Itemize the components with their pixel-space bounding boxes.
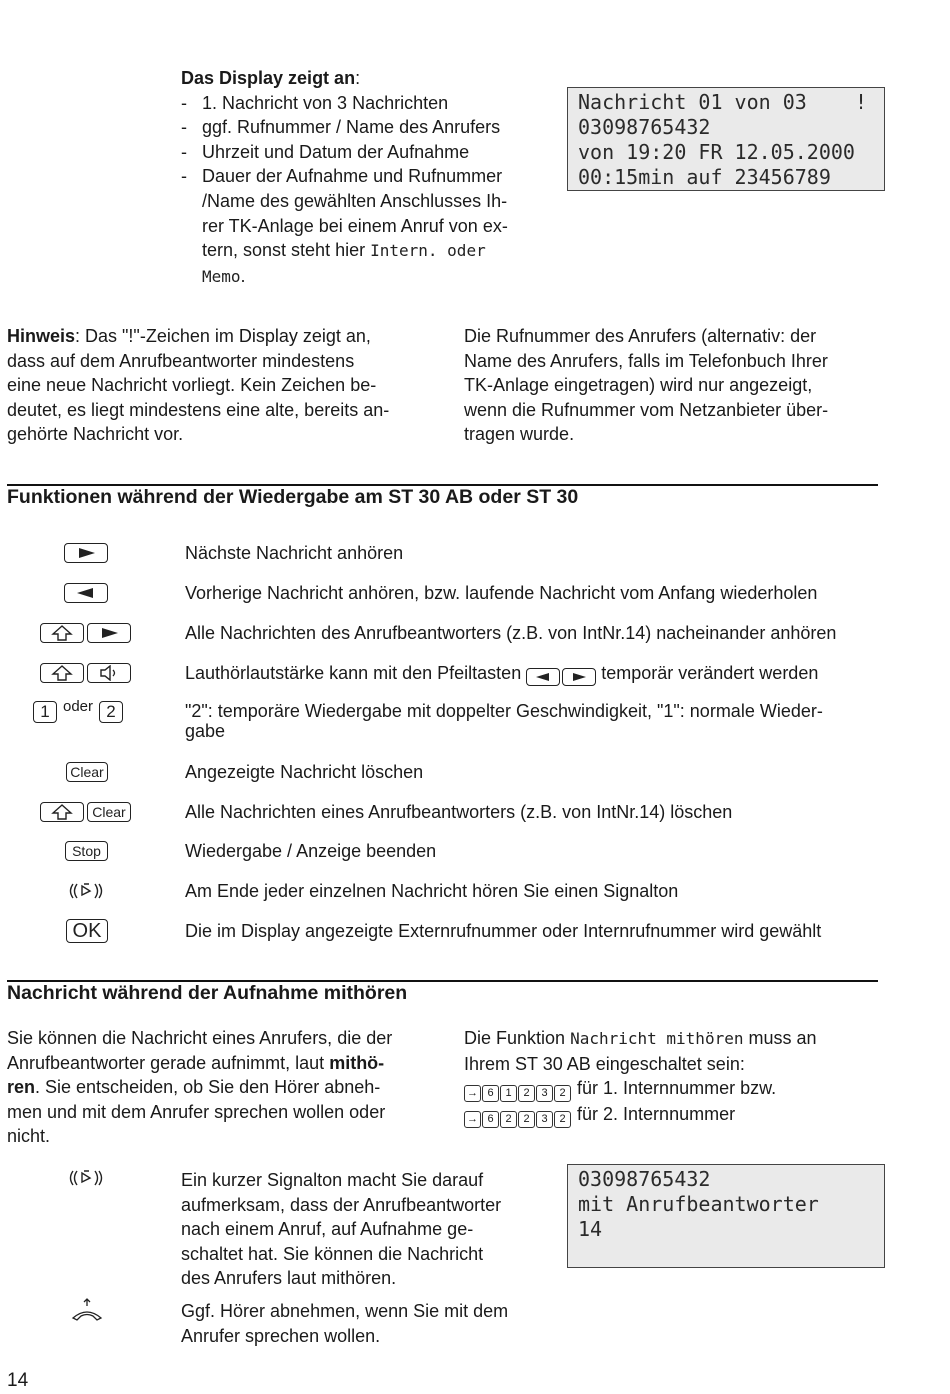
shift-arrow-icon: [51, 625, 73, 641]
function-text: Lauthörlautstärke kann mit den Pfeiltasten temporär verändert werden: [185, 661, 880, 686]
section-title-playback: Funktionen während der Wiedergabe am ST 30 AB oder ST 30: [7, 486, 579, 508]
signal-tone-icon: [67, 1168, 105, 1188]
key-code-2: → 6 2 2 3 2: [464, 1104, 577, 1124]
arrow-right-icon: [98, 627, 120, 639]
lift-handset-icon: [70, 1298, 104, 1324]
list-item: - 1. Nachricht von 3 Nachrichten: [181, 91, 551, 116]
intro-heading: Das Display zeigt an:: [181, 68, 361, 88]
list-item: - Uhrzeit und Datum der Aufnahme: [181, 140, 551, 165]
speaker-key[interactable]: [87, 663, 131, 683]
key-cell: [40, 661, 131, 685]
lcd-display-message: [567, 87, 885, 191]
function-text: Alle Nachrichten eines Anrufbeantworters (z.B. von IntNr.14) löschen: [185, 802, 733, 822]
display-line: mit Anrufbeantworter: [578, 1192, 819, 1216]
key-cell: [33, 698, 123, 725]
ok-key[interactable]: OK: [66, 919, 108, 943]
arrow-left-icon: [534, 672, 552, 682]
display-line: 00:15min auf 23456789: [578, 165, 831, 189]
function-text: Vorherige Nachricht anhören, bzw. laufende Nachricht vom Anfang wiederholen: [185, 583, 818, 603]
arrow-left-icon: [75, 587, 97, 599]
display-line: von 19:20 FR 12.05.2000: [578, 140, 855, 164]
intro-block: [181, 66, 551, 289]
shift-arrow-icon: [51, 665, 73, 681]
handset-description: Ggf. Hörer abnehmen, wenn Sie mit dem Anrufer sprechen wollen.: [181, 1301, 509, 1346]
function-text: Alle Nachrichten des Anrufbeantworters (z.B. von IntNr.14) nacheinander anhören: [185, 623, 837, 643]
hinweis-paragraph: Hinweis: Das "!"-Zeichen im Display zeigt an, dass auf dem Anrufbeantworter mindestens eine neue Nachricht vorliegt. Kein Zeichen be- deutet, es liegt mindestens eine alte, bereits an- gehörte Nachricht vor.: [7, 326, 390, 445]
function-text: "2": temporäre Wiedergabe mit doppelter Geschwindigkeit, "1": normale Wieder- gabe: [185, 701, 823, 741]
monitoring-description: Sie können die Nachricht eines Anrufers, die der Anrufbeantworter gerade aufnimmt, laut mithö- ren. Sie entscheiden, ob Sie den Hörer abneh- men und mit dem Anrufer sprechen wollen oder nicht.: [7, 1028, 393, 1147]
list-item: - ggf. Rufnummer / Name des Anrufers: [181, 115, 551, 140]
digit-2-key[interactable]: 2: [99, 701, 123, 723]
menu-arrow-key: →: [464, 1085, 481, 1102]
speaker-icon: [98, 665, 120, 681]
monitoring-setup: Die Funktion Nachricht mithören muss an Ihrem ST 30 AB eingeschaltet sein: → 6 1 2 3 2 für 1. Internnummer bzw. → 6 2 2 3 2 für 2. Internnummer: [464, 1026, 884, 1128]
function-name: Nachricht mithören: [570, 1029, 744, 1048]
display-line: 03098765432: [578, 115, 711, 139]
key-cell: [66, 760, 108, 784]
intro-list: [181, 91, 551, 290]
oder-label: oder: [63, 698, 94, 715]
function-text: Am Ende jeder einzelnen Nachricht hören Sie einen Signalton: [185, 881, 679, 901]
function-text: Die im Display angezeigte Externrufnummer oder Internrufnummer wird gewählt: [185, 921, 822, 941]
key-cell: [66, 919, 108, 943]
arrow-right-icon: [570, 672, 588, 682]
display-line: 14: [578, 1217, 603, 1241]
function-text: Angezeigte Nachricht löschen: [185, 762, 424, 782]
key-cell: [67, 879, 105, 903]
shift-key[interactable]: [40, 802, 84, 822]
key-cell: [40, 621, 131, 645]
key-cell: [64, 581, 108, 605]
next-key[interactable]: [64, 543, 108, 563]
display-line: Nachricht 01 von 03 !: [578, 90, 867, 114]
arrow-right-icon: [75, 547, 97, 559]
display-line: 03098765432: [578, 1167, 711, 1191]
menu-arrow-key: →: [464, 1111, 481, 1128]
arrow-keys-inline: [526, 668, 596, 686]
clear-key[interactable]: Clear: [66, 762, 108, 782]
signal-tone-icon: [67, 881, 105, 901]
section-title-monitoring: Nachricht während der Aufnahme mithören: [7, 982, 408, 1004]
function-text: Nächste Nachricht anhören: [185, 543, 404, 563]
shift-arrow-icon: [51, 804, 73, 820]
key-cell: [65, 839, 108, 863]
shift-key[interactable]: [40, 663, 84, 683]
signal-icon-cell: [67, 1168, 105, 1195]
signal-description: Ein kurzer Signalton macht Sie darauf aufmerksam, dass der Anrufbeantworter nach einem Anruf, auf Aufnahme ge- schaltet hat. Sie können die Nachricht des Anrufers laut mithören.: [181, 1170, 502, 1289]
next-key[interactable]: [87, 623, 131, 643]
next-key: [562, 668, 596, 686]
function-text: Wiedergabe / Anzeige beenden: [185, 841, 437, 861]
key-cell: [40, 800, 131, 824]
page-number: 14: [7, 1370, 29, 1391]
handset-icon-cell: [70, 1298, 104, 1331]
clear-key[interactable]: Clear: [87, 802, 131, 822]
previous-key[interactable]: [64, 583, 108, 603]
shift-key[interactable]: [40, 623, 84, 643]
rufnummer-note: Die Rufnummer des Anrufers (alternativ: der Name des Anrufers, falls im Telefonbuch Ihrer TK-Anlage eingetragen) wird nur angezeigt, wenn die Rufnummer vom Netzanbieter über- tragen wurde.: [464, 326, 829, 445]
hinweis-label: Hinweis: [7, 326, 76, 346]
key-code-1: → 6 1 2 3 2: [464, 1078, 577, 1098]
key-cell: [64, 541, 108, 565]
list-item: - Dauer der Aufnahme und Rufnummer /Name des gewählten Anschlusses Ih- rer TK-Anlage bei einem Anruf von ex- tern, sonst steht hier Intern. oder Memo.: [181, 164, 551, 289]
previous-key: [526, 668, 560, 686]
digit-1-key[interactable]: 1: [33, 701, 57, 723]
lcd-display-caller: [567, 1164, 885, 1268]
stop-key[interactable]: Stop: [65, 841, 108, 861]
